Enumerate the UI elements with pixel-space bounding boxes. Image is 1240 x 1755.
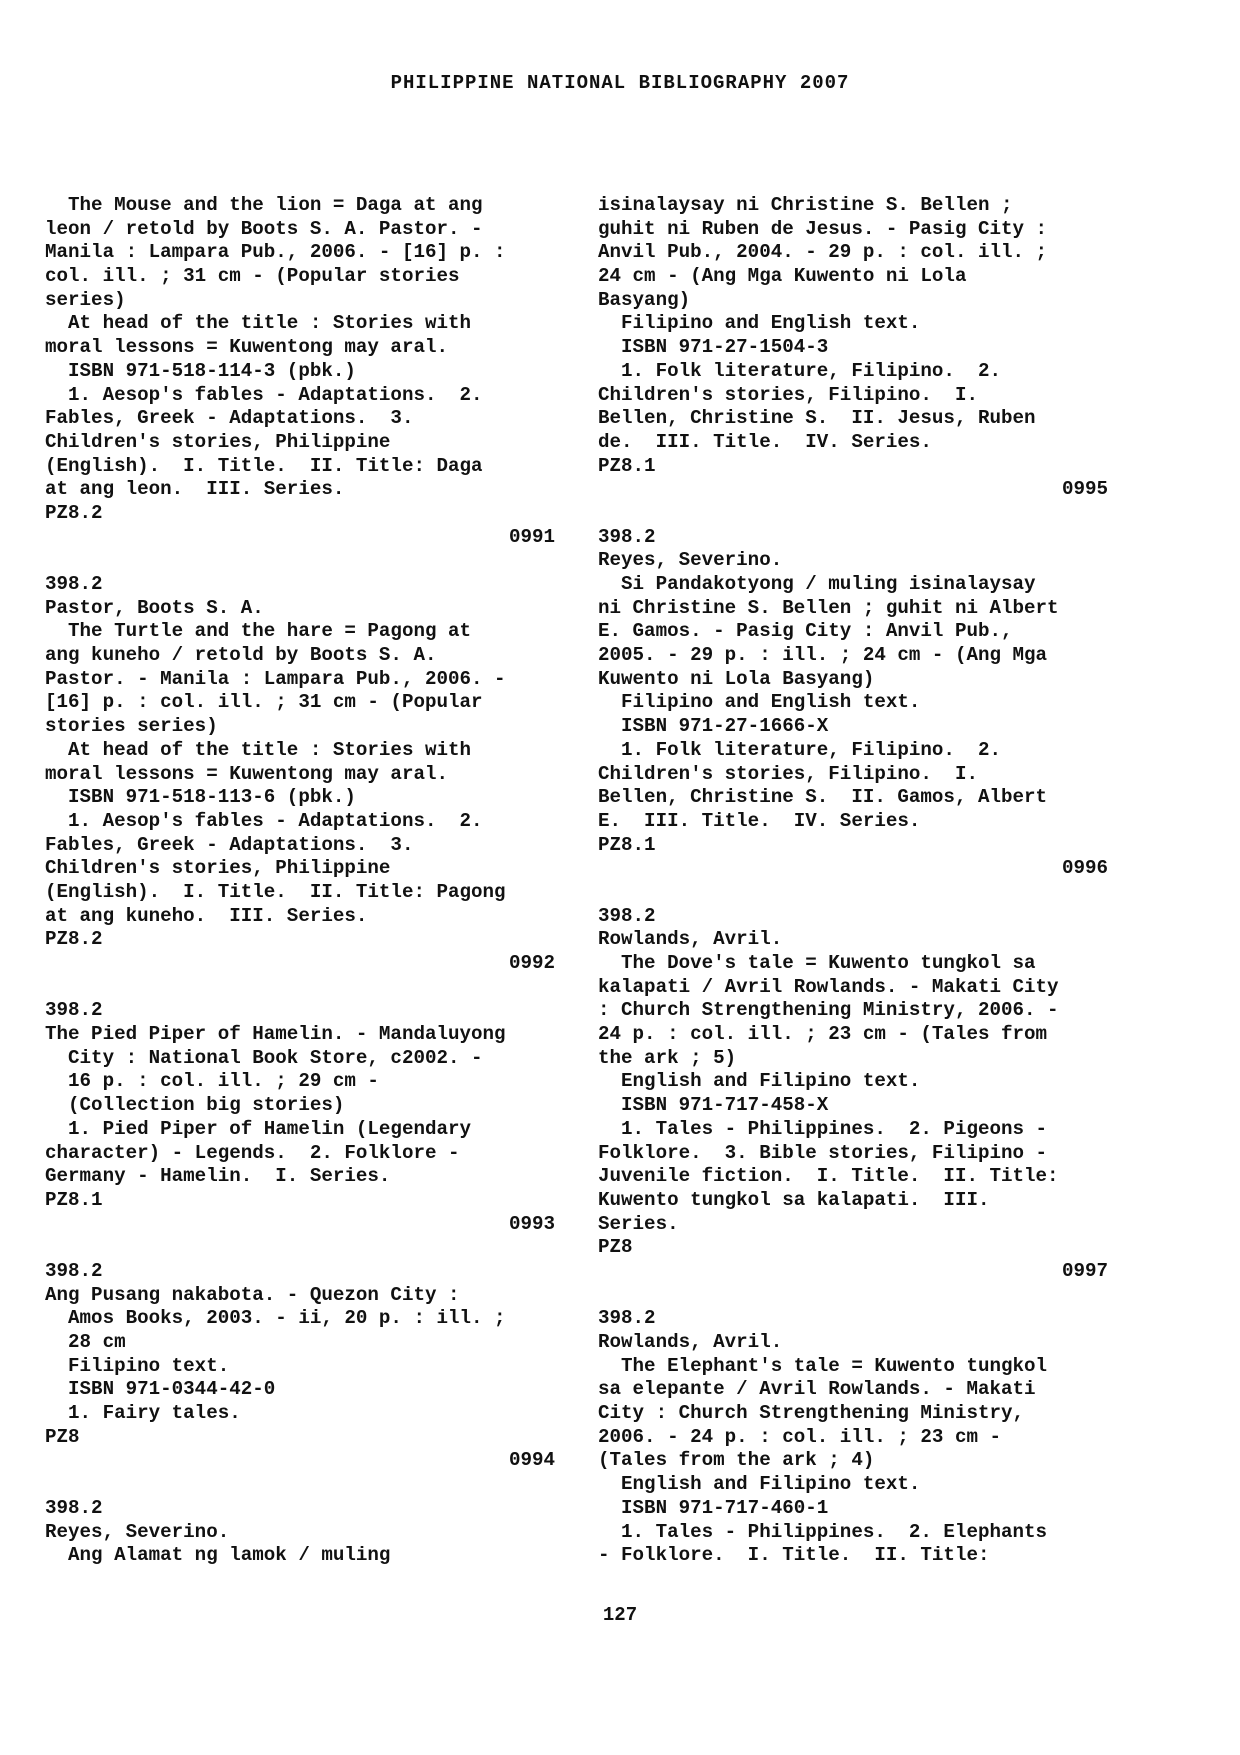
entry-text-line: 2006. - 24 p. : col. ill. ; 23 cm - [598,1425,1002,1448]
entry-text-line: 398.2 [45,999,103,1022]
left-column [45,194,555,1568]
entry-text-line: series) [45,288,126,311]
entry-text-line: Filipino text. [45,1354,230,1377]
entry-text-line: Ang Pusang nakabota. - Quezon City : [45,1283,460,1306]
entry-text-line: Filipino and English text. [598,312,921,335]
blank-line [45,549,555,573]
entry-text-line: PZ8.2 [45,501,103,524]
blank-line [45,976,555,1000]
entry-text-line: Kuwento tungkol sa kalapati. III. [598,1188,990,1211]
entry-text-line: character) - Legends. 2. Folklore - [45,1141,460,1164]
entry-text-line: Germany - Hamelin. I. Series. [45,1165,391,1188]
entry-text-line: moral lessons = Kuwentong may aral. [45,762,449,785]
entry-text-line: at ang leon. III. Series. [45,478,345,501]
page-number: 127 [602,1604,638,1626]
entry-text-line: 398.2 [598,904,656,927]
entry-text-line: 1. Aesop's fables - Adaptations. 2. [45,809,483,832]
entry-text-line: Pastor, Boots S. A. [45,596,264,619]
entry-text-line: ISBN 971-717-460-1 [598,1496,829,1519]
entry-number: 0997 [1061,1259,1108,1282]
entry-text-line: Rowlands, Avril. [598,1331,783,1353]
entry-text-line: ISBN 971-0344-42-0 [45,1378,276,1401]
entry-text-line: 398.2 [45,1259,103,1282]
entry-text-line: (English). I. Title. II. Title: Daga [45,454,483,477]
entry-text-line: The Turtle and the hare = Pagong at [45,620,472,643]
entry-text-line: Children's stories, Filipino. I. [598,762,978,785]
entry-text-line: 398.2 [45,1496,103,1519]
entry-number: 0995 [1061,478,1108,501]
page-header-title: PHILIPPINE NATIONAL BIBLIOGRAPHY 2007 [390,72,850,94]
entry-number: 0996 [1061,857,1108,880]
entry-text-line: 1. Fairy tales. [45,1402,241,1425]
right-column [598,194,1108,1568]
entry-text-line: Fables, Greek - Adaptations. 3. [45,407,414,430]
entry-text-line: 16 p. : col. ill. ; 29 cm - [45,1070,379,1093]
entry-text-line: English and Filipino text. [598,1070,921,1093]
entry-text-line: PZ8.2 [45,928,103,951]
entry-text-line: 1. Folk literature, Filipino. 2. [598,738,1002,761]
entry-text-line: kalapati / Avril Rowlands. - Makati City [598,975,1059,998]
entry-text-line: ISBN 971-27-1504-3 [598,336,829,359]
entry-text-line: E. III. Title. IV. Series. [598,809,921,832]
entry-text-line: PZ8.1 [45,1188,103,1211]
entry-text-line: PZ8 [45,1425,80,1448]
entry-text-line: Juvenile fiction. I. Title. II. Title: [598,1165,1059,1188]
entry-text-line: 1. Folk literature, Filipino. 2. [598,359,1002,382]
entry-number: 0992 [508,952,555,974]
entry-text-line: leon / retold by Boots S. A. Pastor. - [45,217,483,240]
entry-text-line: Kuwento ni Lola Basyang) [598,667,875,690]
entry-text-line: At head of the title : Stories with [45,312,472,335]
entry-text-line: ni Christine S. Bellen ; guhit ni Albert [598,596,1059,619]
entry-text-line: 24 cm - (Ang Mga Kuwento ni Lola [598,265,967,288]
blank-line [45,1473,555,1497]
entry-text-line: Filipino and English text. [598,691,921,714]
entry-text-line: The Pied Piper of Hamelin. - Mandaluyong [45,1023,506,1046]
blank-line [598,881,1108,905]
entry-text-line: isinalaysay ni Christine S. Bellen ; [598,194,1013,216]
entry-text-line: Amos Books, 2003. - ii, 20 p. : ill. ; [45,1307,506,1330]
entry-text-line: ISBN 971-518-113-6 (pbk.) [45,786,356,809]
entry-text-line: Fables, Greek - Adaptations. 3. [45,833,414,856]
entry-text-line: : Church Strengthening Ministry, 2006. - [598,999,1059,1022]
entry-text-line: (Tales from the ark ; 4) [598,1449,875,1472]
blank-line [598,502,1108,526]
entry-text-line: The Elephant's tale = Kuwento tungkol [598,1354,1048,1377]
blank-line [45,1236,555,1260]
entry-text-line: Anvil Pub., 2004. - 29 p. : col. ill. ; [598,241,1048,264]
entry-text-line: 398.2 [45,573,103,595]
entry-text-line: The Dove's tale = Kuwento tungkol sa [598,952,1036,974]
entry-text-line: City : National Book Store, c2002. - [45,1046,483,1069]
entry-text-line: 2005. - 29 p. : ill. ; 24 cm - (Ang Mga [598,644,1048,667]
entry-text-line: 1. Pied Piper of Hamelin (Legendary [45,1117,472,1140]
entry-text-line: 398.2 [598,525,656,548]
entry-text-line: Bellen, Christine S. II. Jesus, Ruben [598,407,1036,430]
entry-text-line: Reyes, Severino. [45,1520,230,1543]
entry-text-line: 398.2 [598,1307,656,1330]
entry-text-line: PZ8 [598,1236,633,1259]
entry-text-line: ang kuneho / retold by Boots S. A. [45,644,437,667]
entry-text-line: 1. Aesop's fables - Adaptations. 2. [45,383,483,406]
entry-text-line: moral lessons = Kuwentong may aral. [45,336,449,359]
entry-number: 0993 [508,1212,555,1235]
entry-text-line: guhit ni Ruben de Jesus. - Pasig City : [598,217,1048,240]
entry-text-line: 1. Tales - Philippines. 2. Elephants [598,1520,1048,1543]
entry-text-line: Manila : Lampara Pub., 2006. - [16] p. : [45,241,506,264]
entry-text-line: Series. [598,1212,679,1235]
entry-text-line: 1. Tales - Philippines. 2. Pigeons - [598,1117,1048,1140]
entry-text-line: Bellen, Christine S. II. Gamos, Albert [598,786,1048,809]
entry-text-line: City : Church Strengthening Ministry, [598,1402,1025,1425]
entry-text-line: Children's stories, Philippine [45,430,391,453]
entry-text-line: Basyang) [598,288,691,311]
entry-text-line: Children's stories, Philippine [45,857,391,880]
entry-text-line: [16] p. : col. ill. ; 31 cm - (Popular [45,691,483,714]
entry-text-line: The Mouse and the lion = Daga at ang [45,194,483,216]
entry-text-line: 28 cm [45,1331,126,1353]
entry-text-line: Pastor. - Manila : Lampara Pub., 2006. - [45,667,506,690]
entry-text-line: col. ill. ; 31 cm - (Popular stories [45,265,460,288]
entry-text-line: at ang kuneho. III. Series. [45,904,368,927]
entry-text-line: ISBN 971-518-114-3 (pbk.) [45,359,356,382]
entry-text-line: Rowlands, Avril. [598,928,783,951]
entry-text-line: Si Pandakotyong / muling isinalaysay [598,573,1036,595]
entry-text-line: stories series) [45,715,218,738]
entry-text-line: (English). I. Title. II. Title: Pagong [45,880,506,903]
entry-text-line: Ang Alamat ng lamok / muling [45,1544,391,1567]
entry-text-line: Children's stories, Filipino. I. [598,383,978,406]
entry-number: 0991 [508,525,555,548]
entry-text-line: E. Gamos. - Pasig City : Anvil Pub., [598,620,1013,643]
entry-text-line: ISBN 971-717-458-X [598,1094,829,1117]
entry-text-line: - Folklore. I. Title. II. Title: [598,1544,990,1567]
entry-text-line: ISBN 971-27-1666-X [598,715,829,738]
entry-text-line: the ark ; 5) [598,1046,737,1069]
entry-text-line: English and Filipino text. [598,1473,921,1496]
entry-number: 0994 [508,1449,555,1472]
entry-text-line: PZ8.1 [598,833,656,856]
entry-text-line: Reyes, Severino. [598,549,783,572]
entry-text-line: de. III. Title. IV. Series. [598,430,932,453]
entry-text-line: PZ8.1 [598,454,656,477]
entry-text-line: Folklore. 3. Bible stories, Filipino - [598,1141,1048,1164]
entry-text-line: sa elepante / Avril Rowlands. - Makati [598,1378,1036,1401]
entry-text-line: At head of the title : Stories with [45,738,472,761]
entry-text-line: (Collection big stories) [45,1094,345,1117]
entry-text-line: 24 p. : col. ill. ; 23 cm - (Tales from [598,1023,1048,1046]
blank-line [598,1284,1108,1308]
